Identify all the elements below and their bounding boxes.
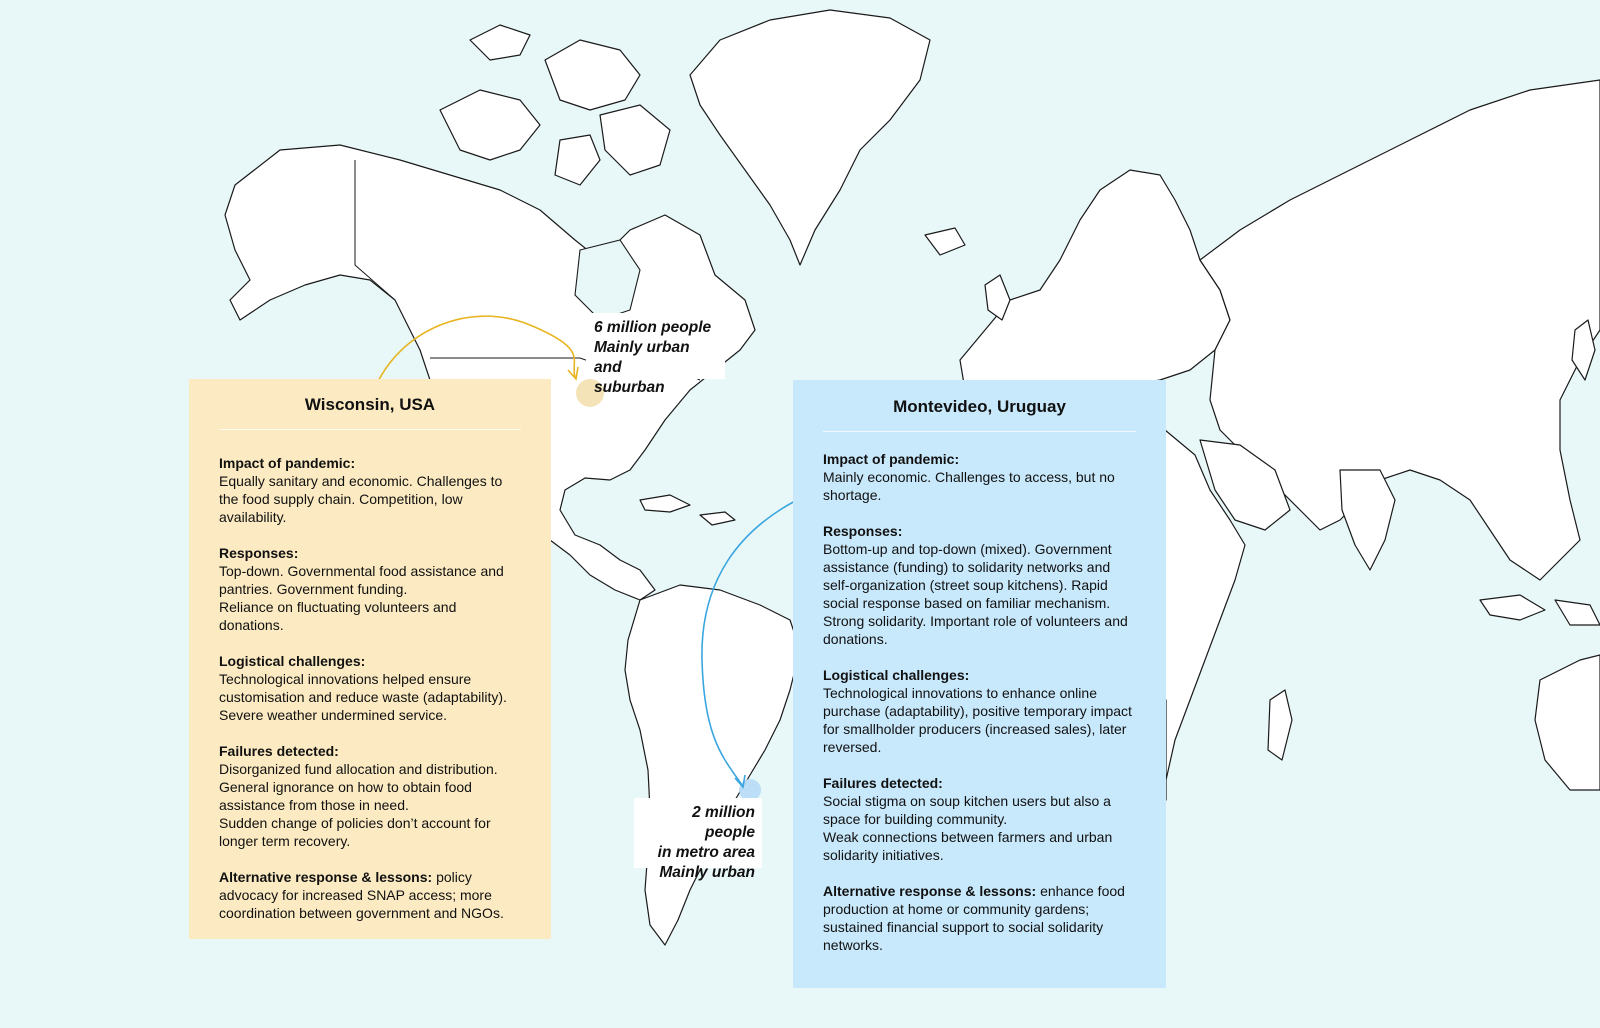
arctic-islands (440, 25, 670, 185)
section-text: Social stigma on soup kitchen users but also a space for building community. Weak connections between farmers and urban solidarity initiatives. (823, 793, 1113, 863)
wisconsin-section-failures (219, 742, 521, 850)
section-text: Technological innovations helped ensure customisation and reduce waste (adaptability). Severe weather undermined service. (219, 671, 507, 723)
montevideo-panel (793, 380, 1166, 988)
section-label: Logistical challenges: (823, 667, 970, 683)
wisconsin-callout-line-2: Mainly urban and (594, 339, 690, 376)
section-label: Alternative response & lessons: (219, 869, 433, 885)
section-text: Top-down. Governmental food assistance and pantries. Government funding. Reliance on fluctuating volunteers and donations. (219, 563, 504, 633)
wisconsin-panel (189, 379, 551, 939)
section-label: Failures detected: (823, 775, 943, 791)
montevideo-section-logistics (823, 666, 1136, 756)
section-label: Alternative response & lessons: (823, 883, 1037, 899)
montevideo-callout-line-2: in metro area (657, 844, 755, 861)
south-america (625, 585, 800, 945)
caribbean (640, 495, 735, 525)
wisconsin-section-logistics (219, 652, 521, 724)
section-text: Bottom-up and top-down (mixed). Government assistance (funding) to solidarity networks and self-organization (street soup kitchens). Rapid social response based on familiar mechanism. Strong solidarity. Important role of volunteers and donations. (823, 541, 1128, 647)
montevideo-callout-line-3: Mainly urban (659, 864, 755, 881)
australia (1535, 655, 1600, 790)
wisconsin-panel-title: Wisconsin, USA (219, 379, 521, 430)
section-text: enhance food production at home or community gardens; sustained financial support to social solidarity networks. (823, 883, 1125, 953)
madagascar (1268, 690, 1292, 760)
section-label: Failures detected: (219, 743, 339, 759)
wisconsin-section-impact (219, 454, 521, 526)
montevideo-section-failures (823, 774, 1136, 864)
section-text: Disorganized fund allocation and distribution. General ignorance on how to obtain food assistance from those in need. Sudden change of policies don’t account for longer term recovery. (219, 761, 498, 849)
wisconsin-sections (219, 430, 521, 922)
se-asia-islands (1480, 595, 1600, 625)
section-label: Impact of pandemic: (823, 451, 960, 467)
section-label: Logistical challenges: (219, 653, 366, 669)
montevideo-section-responses (823, 522, 1136, 648)
montevideo-section-impact (823, 450, 1136, 504)
section-label: Responses: (823, 523, 903, 539)
montevideo-sections (823, 450, 1136, 954)
india (1340, 470, 1395, 570)
montevideo-panel-title: Montevideo, Uruguay (823, 380, 1136, 432)
montevideo-callout-line-1: 2 million people (692, 804, 755, 841)
wisconsin-callout-line-1: 6 million people (594, 319, 712, 336)
section-label: Responses: (219, 545, 299, 561)
wisconsin-callout-line-3: suburban (594, 379, 665, 396)
section-text: Technological innovations to enhance online purchase (adaptability), positive temporary impact for smallholder producers (increased sales), later reversed. (823, 685, 1132, 755)
section-text: Equally sanitary and economic. Challenges to the food supply chain. Competition, low availability. (219, 473, 503, 525)
section-text: policy advocacy for increased SNAP access; more coordination between government and NGOs. (219, 869, 504, 921)
section-label: Impact of pandemic: (219, 455, 356, 471)
iceland (925, 228, 965, 255)
section-text: Mainly economic. Challenges to access, but no shortage. (823, 469, 1115, 503)
montevideo-callout (634, 798, 762, 881)
greenland (690, 10, 930, 265)
wisconsin-callout (586, 313, 725, 396)
wisconsin-section-responses (219, 544, 521, 634)
montevideo-section-lessons (823, 882, 1136, 954)
wisconsin-section-lessons (219, 868, 521, 922)
